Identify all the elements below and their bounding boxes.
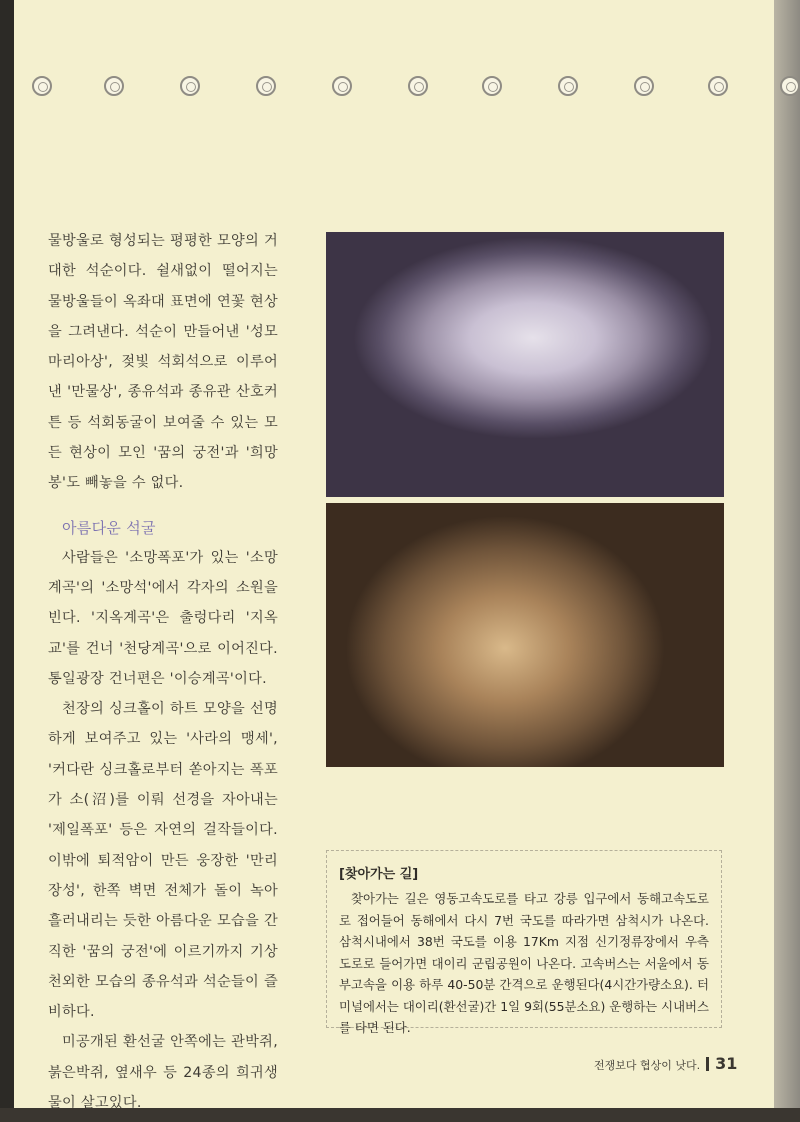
ring-icon [780,76,800,96]
ring-icon [256,76,276,96]
paragraph: 미공개된 환선굴 안쪽에는 관박쥐, 붉은박쥐, 옆새우 등 24종의 희귀생물이 살고있다. [48,1034,278,1112]
directions-text: 찾아가는 길은 영동고속도로를 타고 강릉 입구에서 동해고속도로로 접어들어 동해에서 다시 7번 국도를 따라가면 삼척시가 나온다. 삼척시내에서 38번 국도를 이용 17Km 지점 신기정류장에서 우측 도로로 들어가면 대이리 군립공원이 나온다. 고속버스는 서울에서 동부고속을 이용 하루 40-50분 간격으로 운행된다(4시간가량소요). 터미널에서는 대이리(환선굴)간 1일 9회(55분소요) 운행하는 시내버스를 타면 된다. [339,891,709,1035]
divider [706,1057,709,1071]
ring-icon [558,76,578,96]
page-number: 31 [715,1054,738,1073]
directions-title: [찾아가는 길] [339,867,419,882]
ring-icon [708,76,728,96]
running-title: 전쟁보다 협상이 낫다. [594,1059,701,1072]
cave-photo-flowstone [326,503,724,767]
paragraph: 천장의 싱크홀이 하트 모양을 선명하게 보여주고 있는 '사라의 맹세', '커다란 싱크홀로부터 쏟아지는 폭포가 소(沼)를 이뤄 선경을 자아내는 '제일폭포' 등은 자연의 걸작들이다. 이밖에 퇴적암이 만든 웅장한 '만리장성', 한쪽 벽면 전체가 돌이 녹아 흘러내리는 듯한 아름다운 모습을 간직한 '꿈의 궁전'에 이르기까지 기상천외한 모습의 종유석과 석순들이 즐비하다. [48,701,278,1021]
section-heading: 아름다운 석굴 [62,518,156,537]
ring-icon [104,76,124,96]
ring-icon [634,76,654,96]
cave-photo-rimstone [326,232,724,497]
directions-box [326,850,722,1035]
ring-icon [408,76,428,96]
paragraph: 물방울로 형성되는 평평한 모양의 거대한 석순이다. 쉴새없이 떨어지는 물방울들이 옥좌대 표면에 연꽃 현상을 그려낸다. 석순이 만들어낸 '성모 마리아상', 젖빛 석회석으로 이루어낸 '만물상', 종유석과 종유관 산호커튼 등 석회동굴이 보여줄 수 있는 모든 현상이 모인 '꿈의 궁전'과 '희망봉'도 빼놓을 수 없다. [48,233,278,492]
ring-icon [482,76,502,96]
binder-rings [0,76,800,98]
page-footer [594,1054,737,1073]
ring-icon [32,76,52,96]
ring-icon [180,76,200,96]
page-edge [774,0,800,1122]
ring-icon [332,76,352,96]
body-column [48,226,278,1118]
paragraph: 사람들은 '소망폭포'가 있는 '소망계곡'의 '소망석'에서 각자의 소원을 빈다. '지옥계곡'은 출렁다리 '지옥교'를 건너 '천당계곡'으로 이어진다. 통일광장 건너편은 '이승계곡'이다. [48,549,278,687]
